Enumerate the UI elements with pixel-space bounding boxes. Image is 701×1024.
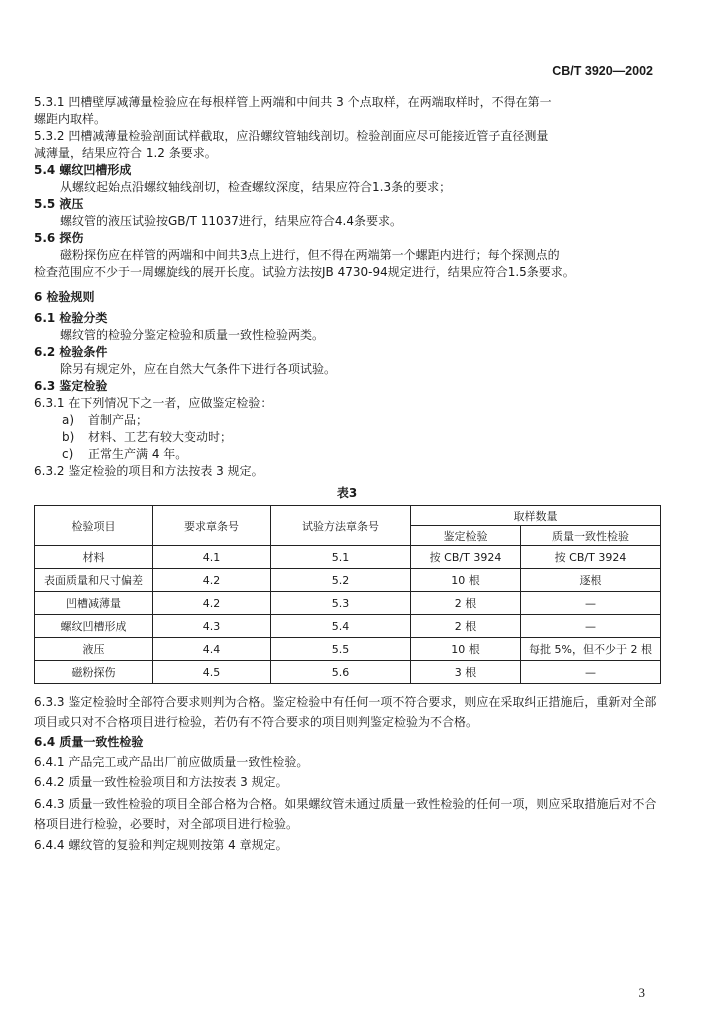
cell-sample-a: 3 根	[411, 661, 521, 684]
header-sample: 取样数量	[411, 506, 661, 526]
cell-req: 4.4	[153, 638, 271, 661]
clause-6-1-text: 螺纹管的检验分鉴定检验和质量一致性检验两类。	[60, 328, 325, 342]
heading-6-2: 6.2 检验条件	[34, 345, 108, 359]
list-item	[62, 412, 660, 429]
list-text: 材料、工艺有较大变动时；	[88, 430, 233, 444]
cell-sample-a: 2 根	[411, 615, 521, 638]
table-row	[35, 546, 661, 569]
condition-list	[34, 412, 660, 463]
heading-6: 6 检验规则	[34, 290, 95, 304]
inspection-table	[34, 505, 661, 684]
clause-5-3-2-cont: 减薄量，结果应符合 1.2 条要求。	[34, 146, 217, 160]
heading-6-4: 6.4 质量一致性检验	[34, 735, 144, 749]
heading-6-3: 6.3 鉴定检验	[34, 379, 108, 393]
cell-item: 凹槽减薄量	[35, 592, 153, 615]
heading-5-4: 5.4 螺纹凹槽形成	[34, 163, 132, 177]
cell-sample-b: —	[521, 661, 661, 684]
clause-6-4-4: 6.4.4 螺纹管的复验和判定规则按第 4 章规定。	[34, 838, 288, 852]
cell-item: 表面质量和尺寸偏差	[35, 569, 153, 592]
heading-5-6: 5.6 探伤	[34, 231, 84, 245]
header-item: 检验项目	[35, 506, 153, 546]
heading-5-5: 5.5 液压	[34, 197, 84, 211]
cell-req: 4.2	[153, 569, 271, 592]
header-method: 试验方法章条号	[271, 506, 411, 546]
cell-method: 5.4	[271, 615, 411, 638]
cell-method: 5.1	[271, 546, 411, 569]
cell-req: 4.2	[153, 592, 271, 615]
clause-6-3-2: 6.3.2 鉴定检验的项目和方法按表 3 规定。	[34, 464, 264, 478]
list-label: b)	[62, 430, 75, 444]
cell-sample-a: 按 CB/T 3924	[411, 546, 521, 569]
cell-sample-b: 按 CB/T 3924	[521, 546, 661, 569]
cell-method: 5.6	[271, 661, 411, 684]
cell-sample-b: —	[521, 592, 661, 615]
table-row	[35, 615, 661, 638]
document-body	[34, 94, 660, 854]
clause-6-4-1: 6.4.1 产品完工或产品出厂前应做质量一致性检验。	[34, 755, 309, 769]
list-text: 首制产品；	[88, 413, 149, 427]
cell-req: 4.3	[153, 615, 271, 638]
table-row	[35, 592, 661, 615]
clause-5-3-1-cont: 螺距内取样。	[34, 112, 107, 126]
page-number: 3	[638, 985, 645, 1000]
clause-6-4-2: 6.4.2 质量一致性检验项目和方法按表 3 规定。	[34, 775, 288, 789]
cell-req: 4.1	[153, 546, 271, 569]
table-row	[35, 661, 661, 684]
cell-item: 磁粉探伤	[35, 661, 153, 684]
cell-req: 4.5	[153, 661, 271, 684]
clause-5-3-1: 5.3.1 凹槽壁厚减薄量检验应在每根样管上两端和中间共 3 个点取样，在两端取样时，不得在第一	[34, 95, 552, 109]
cell-sample-b: 每批 5%，但不少于 2 根	[521, 638, 661, 661]
clause-6-3-1: 6.3.1 在下列情况下之一者，应做鉴定检验：	[34, 396, 273, 410]
heading-6-1: 6.1 检验分类	[34, 311, 108, 325]
table-row	[35, 638, 661, 661]
list-item	[62, 429, 660, 446]
clause-6-4-3: 6.4.3 质量一致性检验的项目全部合格为合格。如果螺纹管未通过质量一致性检验的任何一项，则应采取措施后对不合格项目进行检验，必要时，对全部项目进行检验。	[34, 797, 657, 831]
cell-method: 5.2	[271, 569, 411, 592]
list-item	[62, 446, 660, 463]
list-label: c)	[62, 447, 74, 461]
clause-5-3-2: 5.3.2 凹槽减薄量检验剖面试样截取，应沿螺纹管轴线剖切。检验剖面应尽可能接近管子直径测量	[34, 129, 549, 143]
clause-6-2-text: 除另有规定外，应在自然大气条件下进行各项试验。	[60, 362, 337, 376]
cell-method: 5.5	[271, 638, 411, 661]
clause-6-3-3: 6.3.3 鉴定检验时全部符合要求则判为合格。鉴定检验中有任何一项不符合要求，则应在采取纠正措施后，重新对全部项目或只对不合格项目进行检验，若仍有不符合要求的项目则判鉴定检验为不合格。	[34, 695, 657, 729]
cell-sample-b: 逐根	[521, 569, 661, 592]
cell-sample-b: —	[521, 615, 661, 638]
cell-method: 5.3	[271, 592, 411, 615]
standard-code: CB/T 3920—2002	[552, 64, 653, 78]
clause-5-5-text: 螺纹管的液压试验按GB/T 11037进行，结果应符合4.4条要求。	[60, 214, 402, 228]
table-title: 表3	[336, 486, 358, 500]
table-row	[35, 569, 661, 592]
list-label: a)	[62, 413, 75, 427]
clause-5-6-text: 磁粉探伤应在样管的两端和中间共3点上进行，但不得在两端第一个螺距内进行；每个探测点的	[60, 248, 560, 262]
cell-item: 材料	[35, 546, 153, 569]
clause-5-4-text: 从螺纹起始点沿螺纹轴线剖切，检查螺纹深度，结果应符合1.3条的要求；	[60, 180, 452, 194]
cell-sample-a: 10 根	[411, 638, 521, 661]
header-sample-qualification: 鉴定检验	[411, 526, 521, 546]
clause-5-6-text-cont: 检查范围应不少于一周螺旋线的展开长度。试验方法按JB 4730-94规定进行，结果应符合1.5条要求。	[34, 265, 575, 279]
cell-item: 液压	[35, 638, 153, 661]
cell-sample-a: 2 根	[411, 592, 521, 615]
cell-sample-a: 10 根	[411, 569, 521, 592]
cell-item: 螺纹凹槽形成	[35, 615, 153, 638]
header-sample-conformity: 质量一致性检验	[521, 526, 661, 546]
list-text: 正常生产满 4 年。	[88, 447, 188, 461]
header-req: 要求章条号	[153, 506, 271, 546]
